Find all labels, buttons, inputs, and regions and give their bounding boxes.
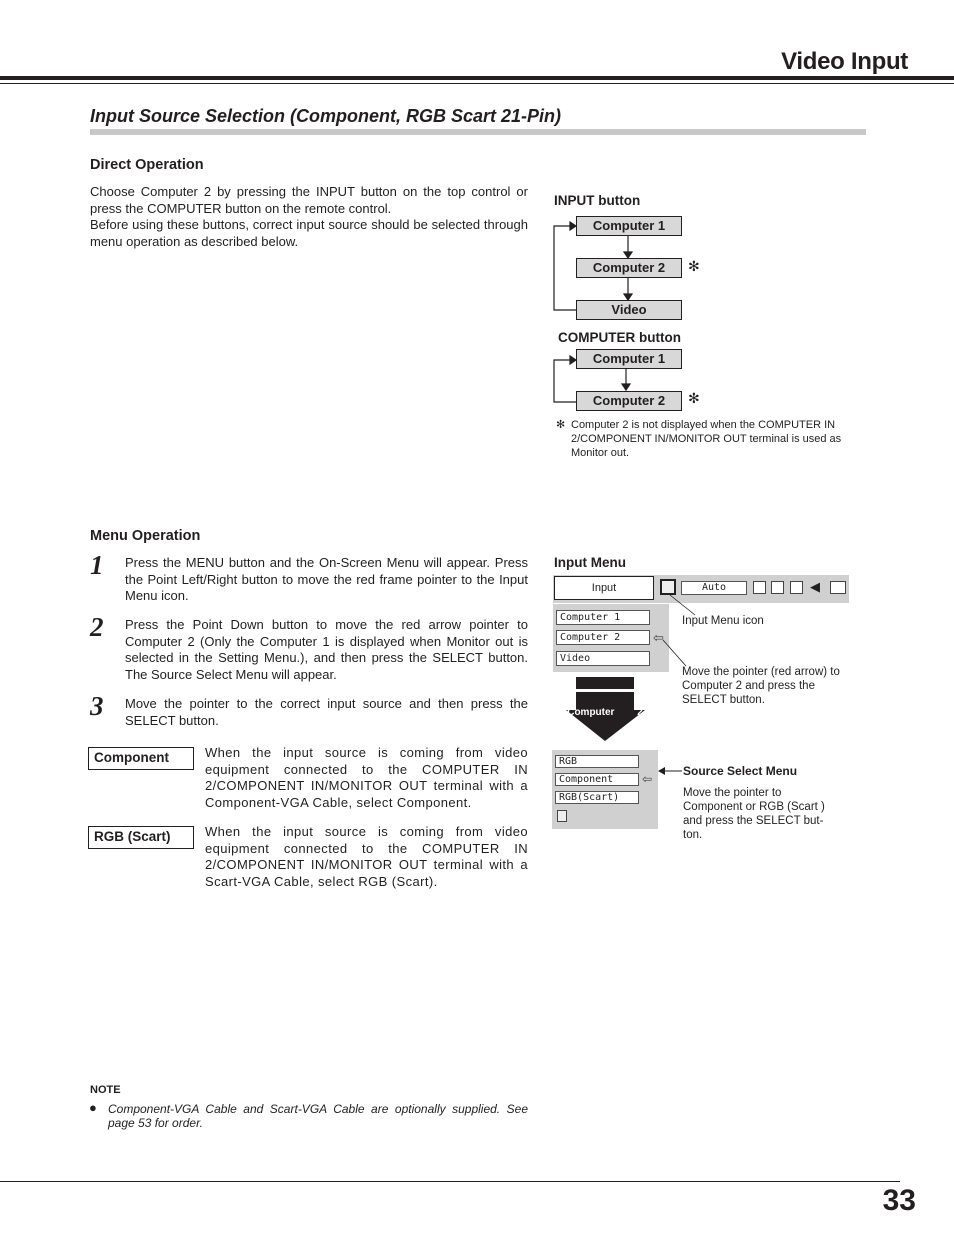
input-flow-computer1: Computer 1 (576, 216, 682, 236)
footnote-asterisk: ✻ (556, 419, 566, 431)
osd-source-icon (557, 810, 567, 822)
option-rgb-scart-label: RGB (Scart) (88, 826, 194, 849)
source-callout-arrow (656, 762, 686, 782)
direct-para-2: Before using these buttons, correct input source should be selected through menu operation as described below. (90, 217, 528, 249)
osd-auto-box: Auto (681, 581, 747, 595)
osd-screen-icon (790, 581, 803, 594)
osd-color-icon (771, 581, 784, 594)
source-pointer-arrow-icon: ⇦ (642, 772, 653, 786)
option-component-label: Component (88, 747, 194, 770)
footnote-text: Computer 2 is not displayed when the COMPUTER IN 2/COMPONENT IN/MONITOR OUT terminal is used as Monitor out. (571, 419, 842, 459)
direct-operation-heading: Direct Operation (90, 157, 204, 173)
osd-source-rgb: RGB (555, 755, 639, 768)
step-number-3: 3 (90, 691, 104, 721)
osd-source-rgb-scart: RGB(Scart) (555, 791, 639, 804)
step-text-3: Move the pointer to the correct input source and then press the SELECT button. (125, 696, 528, 728)
input-menu-title: Input Menu (554, 555, 626, 570)
note-label: NOTE (90, 1084, 121, 1096)
source-select-menu-text: Move the pointer to Component or RGB (Scart ) and press the SELECT but-ton. (683, 787, 825, 841)
step-number-1: 1 (90, 550, 104, 580)
osd-image-icon (753, 581, 766, 594)
page-number: 33 (882, 1184, 916, 1217)
step-text-1: Press the MENU button and the On-Screen Menu will appear. Press the Point Left/Right button to move the red frame pointer to the Input Menu icon. (125, 555, 528, 603)
direct-para-1: Choose Computer 2 by pressing the INPUT button on the top control or press the COMPUTER button on the remote control. (90, 184, 528, 216)
direct-operation-text (90, 184, 528, 250)
input-menu-icon-callout: Input Menu icon (682, 615, 764, 627)
page-title: Video Input (781, 48, 908, 75)
input-button-diagram-title: INPUT button (554, 193, 641, 208)
osd-source-component: Component (555, 773, 639, 786)
section-bar (90, 129, 866, 135)
osd-list-computer1: Computer 1 (556, 610, 650, 625)
computer-flow-computer1: Computer 1 (576, 349, 682, 369)
header-rule (0, 76, 954, 80)
input-flow-asterisk: ✻ (688, 258, 700, 274)
pointer-callout: Move the pointer (red arrow) to Computer 2 and press the SELECT button. (682, 666, 840, 706)
source-select-menu-title: Source Select Menu (683, 764, 798, 778)
step-number-2: 2 (90, 612, 104, 642)
computer-flow-asterisk: ✻ (688, 390, 700, 406)
step-text-2: Press the Point Down button to move the red arrow pointer to Computer 2 (Only the Computer 1 is displayed when Monitor out is selected in the Setting Menu.), and then press the SELECT button. The Source Select Menu will appear. (125, 617, 528, 682)
computer-flow-computer2: Computer 2 (576, 391, 682, 411)
input-flow-computer2: Computer 2 (576, 258, 682, 278)
option-component-text: When the input source is coming from video equipment connected to the COMPUTER IN 2/COMPONENT IN/MONITOR OUT terminal with a Component-VGA Cable, select Component. (205, 745, 528, 810)
osd-sound-icon: ◀ (810, 579, 820, 594)
osd-list-computer2: Computer 2 (556, 630, 650, 645)
menu-operation-heading: Menu Operation (90, 528, 201, 544)
osd-input-label: Input (554, 576, 654, 600)
osd-list-video: Video (556, 651, 650, 666)
osd-setting-icon (830, 581, 846, 594)
header-rule-thin (0, 83, 954, 84)
section-title: Input Source Selection (Component, RGB Scart 21-Pin) (90, 106, 562, 126)
input-flow-video: Video (576, 300, 682, 320)
note-text: Component-VGA Cable and Scart-VGA Cable are optionally supplied. See page 53 for order. (108, 1102, 528, 1130)
footer-rule (0, 1181, 900, 1182)
note-bullet: ● (89, 1100, 97, 1115)
computer-button-diagram-title: COMPUTER button (558, 330, 681, 345)
red-arrow-pointer-icon: ⇦ (653, 630, 664, 645)
option-rgb-scart-text: When the input source is coming from video equipment connected to the COMPUTER IN 2/COMPONENT IN/MONITOR OUT terminal with a Scart-VGA Cable, select RGB (Scart). (205, 824, 528, 889)
down-arrow-label: Computer 2 (567, 707, 643, 718)
